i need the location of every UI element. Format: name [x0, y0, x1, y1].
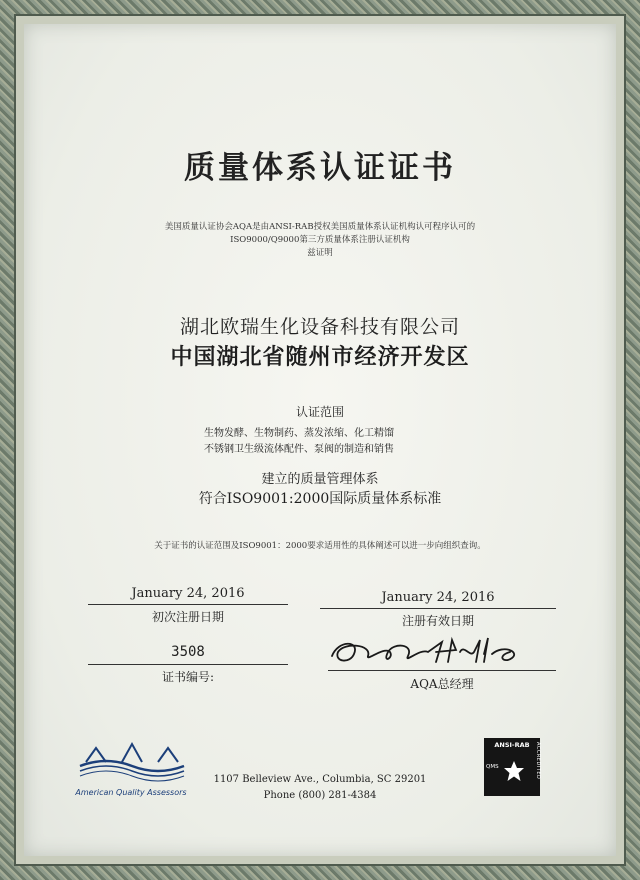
scope-label: 认证范围	[295, 405, 344, 419]
intro-line: ISO9000/Q9000第三方质量体系注册认证机构	[230, 235, 410, 245]
initial-date: January 24, 2016	[131, 586, 245, 601]
intro-line: 兹证明	[307, 248, 333, 258]
valid-date: January 24, 2016	[381, 590, 495, 605]
valid-date-rule	[320, 608, 556, 609]
badge-qms: QMS	[486, 764, 499, 770]
intro-line: 美国质量认证协会AQA是由ANSI-RAB授权美国质量体系认证机构认可程序认可的	[164, 222, 476, 232]
badge-accredited: ACCREDITED	[535, 742, 541, 780]
signatory-label: AQA总经理	[410, 677, 474, 691]
intro-text	[84, 221, 556, 260]
standard-statement: 符合ISO9001:2000国际质量体系标准	[198, 491, 442, 507]
ansi-rab-badge	[484, 738, 540, 796]
scope-line: 生物发酵、生物制药、蒸发浓缩、化工精馏	[204, 428, 394, 439]
signatory-block	[328, 670, 556, 692]
cert-number: 3508	[171, 644, 205, 660]
valid-date-label: 注册有效日期	[401, 614, 474, 628]
system-label: 建立的质量管理体系	[261, 472, 379, 487]
scope-list	[204, 426, 464, 458]
footer-address: 1107 Belleview Ave., Columbia, SC 29201	[213, 774, 427, 785]
star-icon	[503, 760, 525, 782]
certificate-paper	[24, 24, 616, 856]
valid-date-block	[320, 590, 556, 629]
aqa-emblem-icon	[66, 736, 196, 784]
certificate-title: 质量体系认证证书	[184, 150, 456, 186]
initial-date-block	[88, 586, 288, 625]
initial-date-label: 初次注册日期	[151, 610, 224, 624]
company-address: 中国湖北省随州市经济开发区	[170, 344, 470, 370]
scope-line: 不锈钢卫生级流体配件、泵阀的制造和销售	[204, 444, 394, 455]
cert-number-rule	[88, 664, 288, 665]
signature	[324, 634, 534, 670]
badge-title: ANSI-RAB	[494, 741, 530, 749]
footer-phone: Phone (800) 281-4384	[263, 790, 377, 801]
aqa-org-name: American Quality Assessors	[75, 788, 187, 797]
aqa-logo	[66, 736, 196, 797]
cert-number-label: 证书编号:	[161, 670, 215, 684]
signature-rule	[328, 670, 556, 671]
initial-date-rule	[88, 604, 288, 605]
cert-number-block	[88, 644, 288, 685]
company-name: 湖北欧瑞生化设备科技有限公司	[179, 316, 460, 338]
scope-note: 关于证书的认证范围及ISO9001：2000要求适用性的具体阐述可以进一步向组织查询。	[154, 541, 486, 551]
